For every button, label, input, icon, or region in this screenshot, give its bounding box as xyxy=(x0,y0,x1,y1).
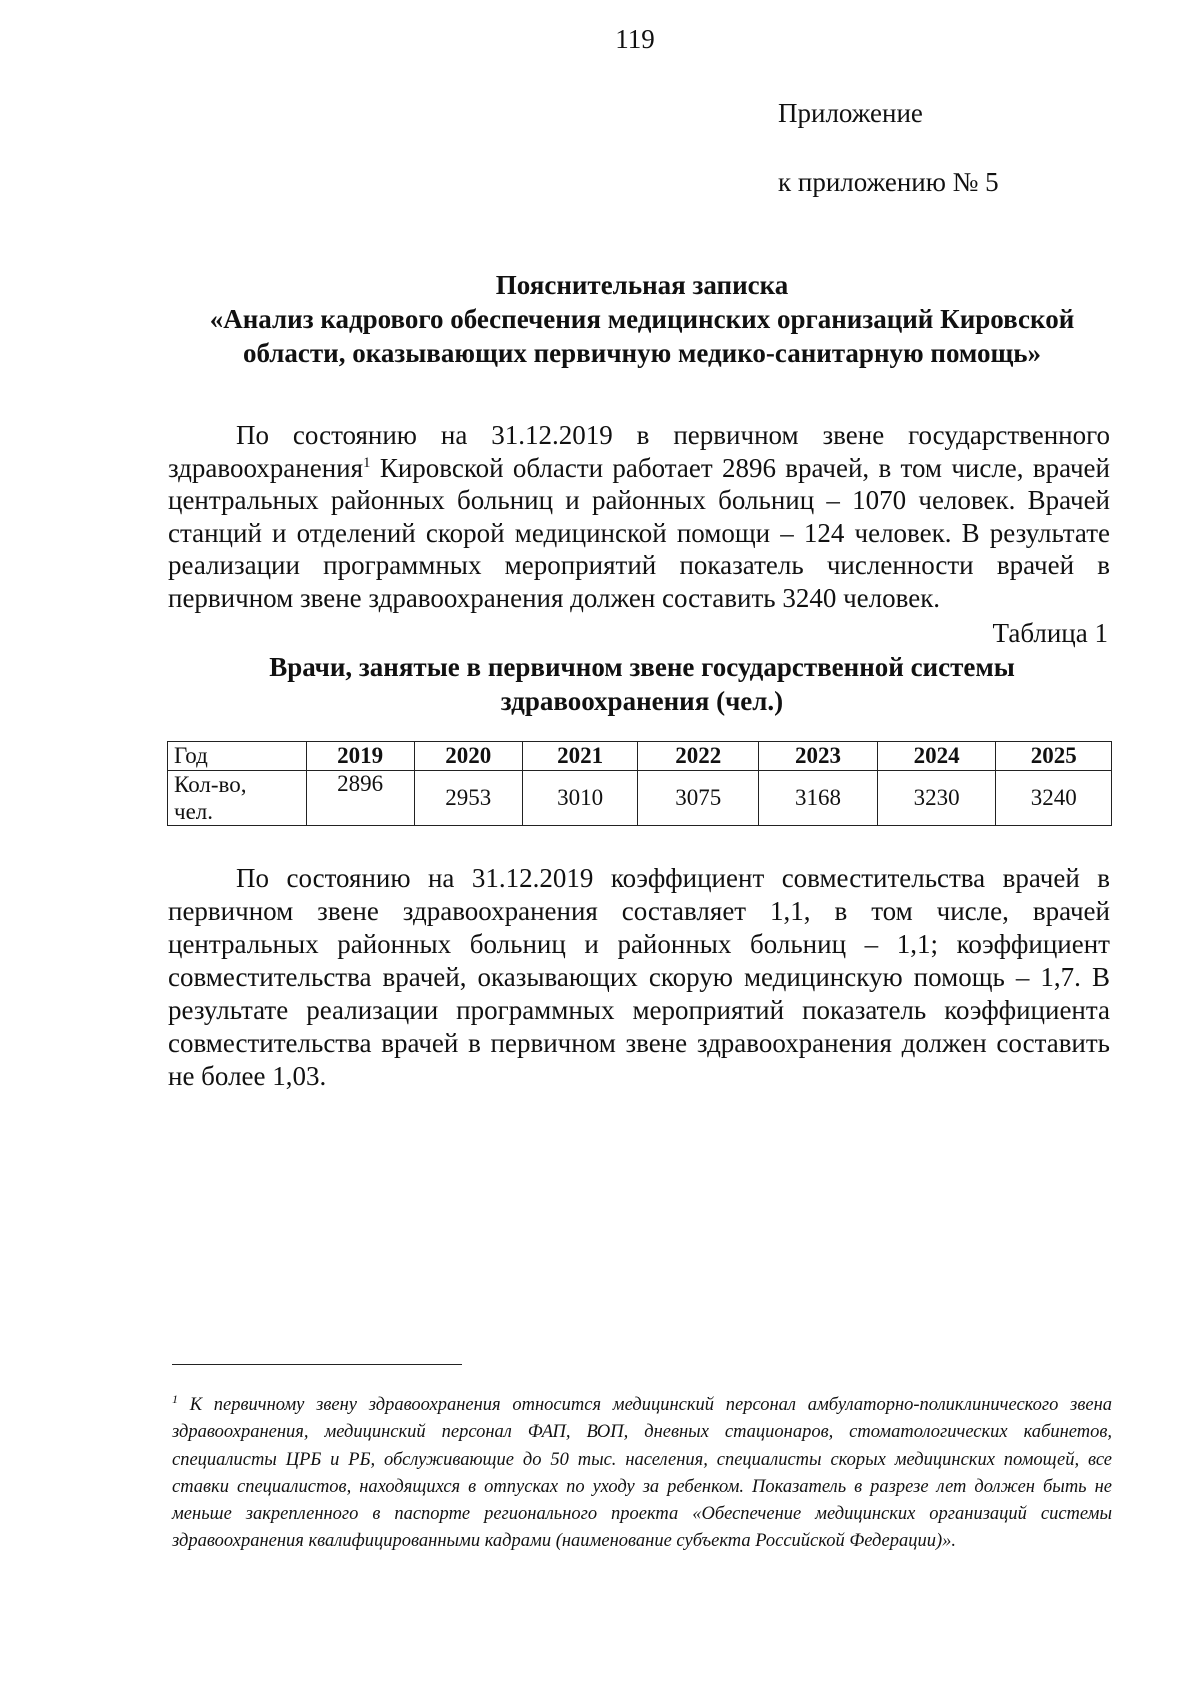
coefficient-paragraph: По состоянию на 31.12.2019 коэффициент совместительства врачей в первичном звене здравоохранения составляет 1,1, в том числе, врачей центральных районных больниц и районных больниц – 1,1; коэффициент совместительства врачей, оказывающих скорую медицинскую помощь – 1,7. В результате реализации программных мероприятий показатель коэффициента совместительства врачей в первичном звене здравоохранения должен составить не более 1,03. xyxy=(168,863,1110,1091)
table-cell: 2953 xyxy=(414,771,522,826)
intro-text-part-1: По состоянию на 31.12.2019 в первичном звене государственного здравоохранения xyxy=(168,420,1110,483)
title-line-3: области, оказывающих первичную медико-санитарную помощь» xyxy=(242,338,1042,368)
table-row xyxy=(168,771,1112,826)
title-line-2: «Анализ кадрового обеспечения медицинских организаций Кировской xyxy=(209,304,1075,334)
document-title xyxy=(150,268,1134,370)
header-year: 2020 xyxy=(414,742,522,771)
doctors-table xyxy=(167,741,1112,826)
footnote xyxy=(172,1392,1112,1556)
title-line-1: Пояснительная записка xyxy=(495,270,789,300)
table-cell: 3240 xyxy=(996,771,1112,826)
table-cell: 3230 xyxy=(877,771,996,826)
table-title-line-1: Врачи, занятые в первичном звене государственной системы xyxy=(269,652,1015,682)
table-cell: 2896 xyxy=(306,771,414,826)
table-title-line-2: здравоохранения (чел.) xyxy=(500,686,784,716)
header-year-label: Год xyxy=(168,742,307,771)
table-header-row xyxy=(168,742,1112,771)
footnote-divider xyxy=(172,1364,462,1365)
footnote-marker: 1 xyxy=(172,1391,178,1406)
annex-reference: к приложению № 5 xyxy=(778,167,999,197)
table-title xyxy=(150,650,1134,718)
footnote-reference: 1 xyxy=(363,454,371,471)
header-year: 2022 xyxy=(638,742,759,771)
row-label-line-1: Кол-во, xyxy=(174,772,247,797)
page-number: 119 xyxy=(615,24,655,54)
header-year: 2021 xyxy=(522,742,638,771)
footnote-text: К первичному звену здравоохранения относится медицинский персонал амбулаторно-поликлинического звена здравоохранения, медицинский персонал ФАП, ВОП, дневных стационаров, стоматологических кабинетов, специалисты ЦРБ и РБ, обслуживающие до 50 тыс. населения, специалисты скорых медицинских помощей, все ставки специалистов, находящихся в отпусках по уходу за ребенком. Показатель в разрезе лет должен быть не меньше закрепленного в паспорте регионального проекта «Обеспечение медицинских организаций системы здравоохранения квалифицированными кадрами (наименование субъекта Российской Федерации)». xyxy=(172,1395,1112,1552)
row-label xyxy=(168,771,307,826)
table-cell: 3168 xyxy=(759,771,878,826)
header-year: 2019 xyxy=(306,742,414,771)
intro-paragraph xyxy=(168,419,1110,614)
header-year: 2023 xyxy=(759,742,878,771)
intro-text-part-2: Кировской области работает 2896 врачей, в том числе, врачей центральных районных больниц и районных больниц – 1070 человек. Врачей станций и отделений скорой медицинской помощи – 124 человек. В результате реализации программных мероприятий показатель численности врачей в первичном звене здравоохранения должен составить 3240 человек. xyxy=(168,452,1110,613)
row-label-line-2: чел. xyxy=(174,799,214,824)
annex-label: Приложение xyxy=(778,98,923,128)
table-label: Таблица 1 xyxy=(992,618,1108,648)
table-cell: 3010 xyxy=(522,771,638,826)
header-year: 2025 xyxy=(996,742,1112,771)
header-year: 2024 xyxy=(877,742,996,771)
table-cell: 3075 xyxy=(638,771,759,826)
